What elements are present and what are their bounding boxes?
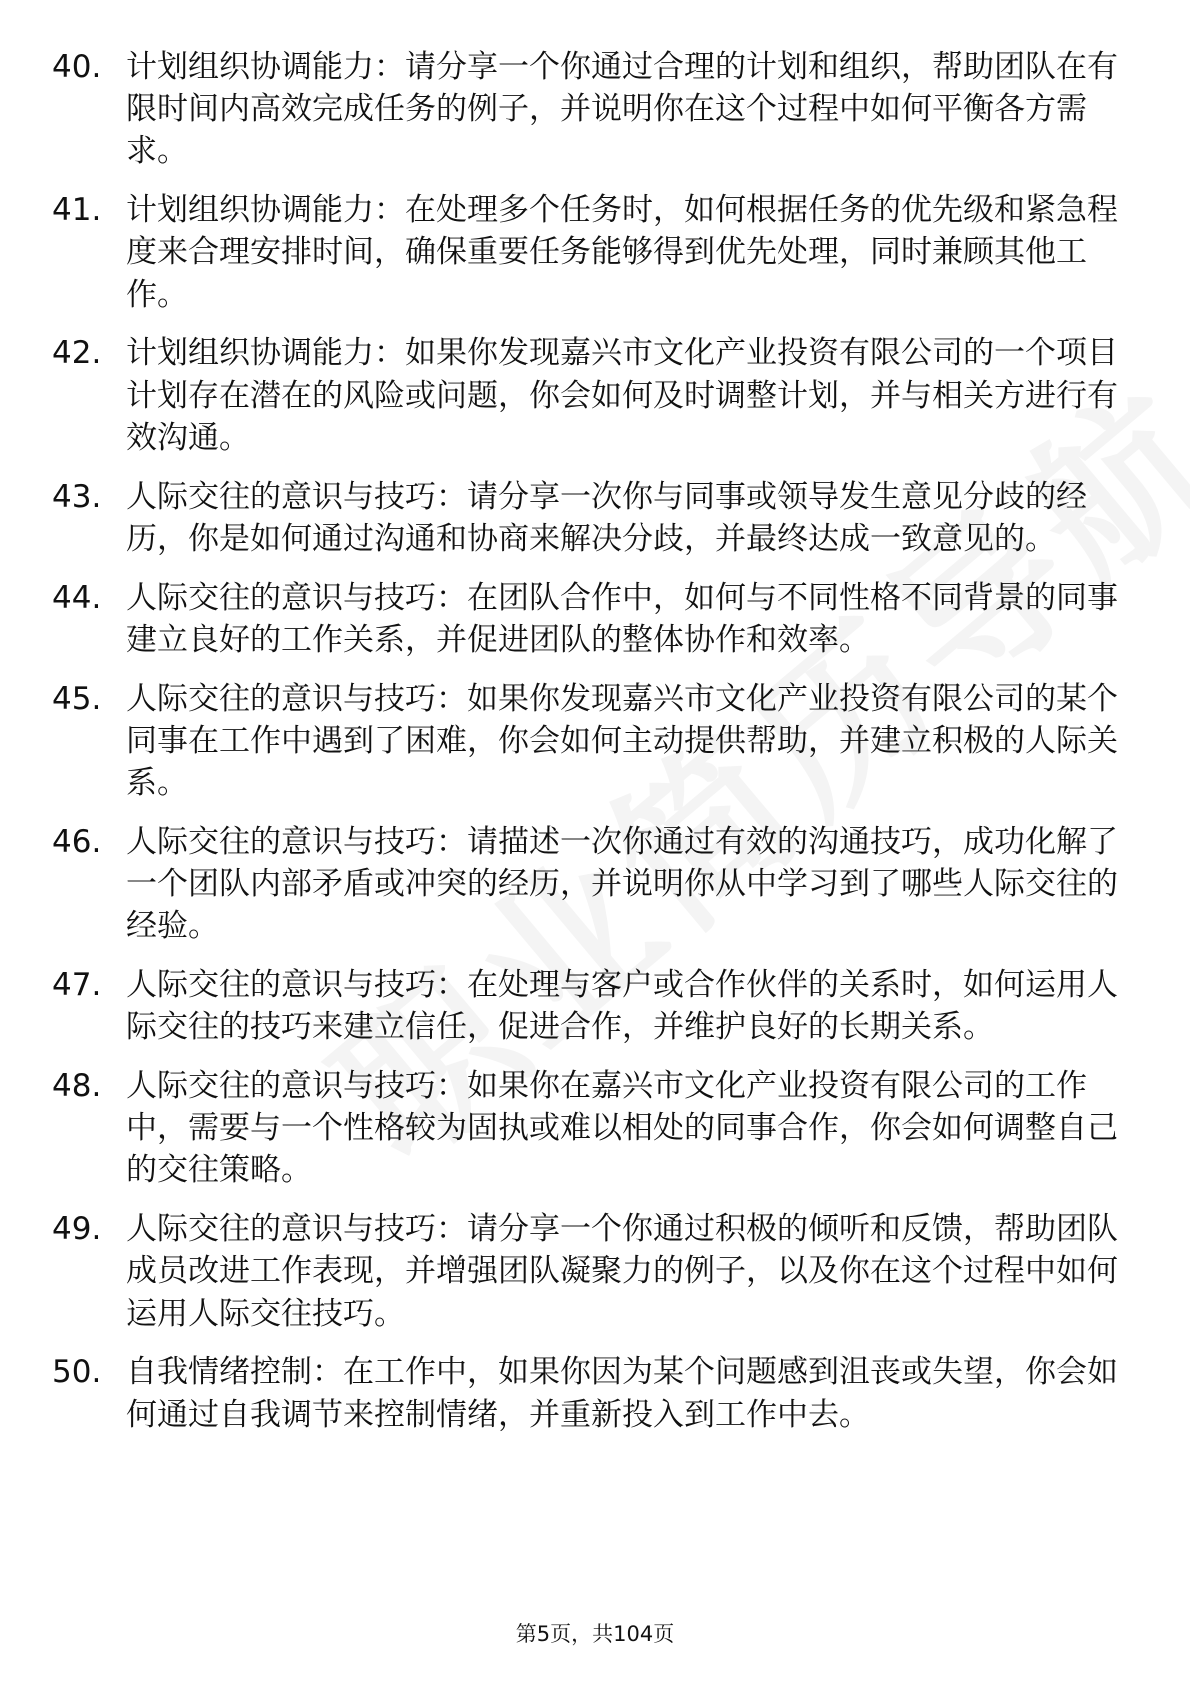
question-text: 人际交往的意识与技巧：请分享一个你通过积极的倾听和反馈，帮助团队成员改进工作表现，并增强团队凝聚力的例子，以及你在这个过程中如何运用人际交往技巧。 xyxy=(126,1211,1118,1332)
question-item-40 xyxy=(52,46,1142,173)
question-number: 40. xyxy=(52,49,102,85)
question-item-45 xyxy=(52,678,1142,805)
question-text: 自我情绪控制：在工作中，如果你因为某个问题感到沮丧或失望，你会如何通过自我调节来控制情绪，并重新投入到工作中去。 xyxy=(126,1354,1118,1433)
question-number: 50. xyxy=(52,1354,102,1391)
question-text: 人际交往的意识与技巧：请描述一次你通过有效的沟通技巧，成功化解了一个团队内部矛盾或冲突的经历，并说明你从中学习到了哪些人际交往的经验。 xyxy=(126,823,1118,945)
question-item-47 xyxy=(52,964,1142,1048)
question-item-44 xyxy=(52,577,1142,661)
question-number: 45. xyxy=(52,680,102,717)
question-text: 计划组织协调能力：在处理多个任务时，如何根据任务的优先级和紧急程度来合理安排时间，确保重要任务能够得到优先处理，同时兼顾其他工作。 xyxy=(126,192,1118,313)
question-number: 46. xyxy=(52,823,102,860)
question-text: 人际交往的意识与技巧：在处理与客户或合作伙伴的关系时，如何运用人际交往的技巧来建立信任，促进合作，并维护良好的长期关系。 xyxy=(126,967,1118,1046)
question-number: 41. xyxy=(52,192,102,229)
question-number: 49. xyxy=(52,1211,102,1248)
page-footer xyxy=(0,1618,1190,1648)
question-text: 人际交往的意识与技巧：如果你发现嘉兴市文化产业投资有限公司的某个同事在工作中遇到了困难，你会如何主动提供帮助，并建立积极的人际关系。 xyxy=(126,680,1118,802)
question-list xyxy=(52,46,1142,1452)
question-item-50 xyxy=(52,1351,1142,1435)
question-number: 44. xyxy=(52,579,102,616)
question-text: 人际交往的意识与技巧：如果你在嘉兴市文化产业投资有限公司的工作中，需要与一个性格较为固执或难以相处的同事合作，你会如何调整自己的交往策略。 xyxy=(126,1068,1118,1189)
question-text: 人际交往的意识与技巧：请分享一次你与同事或领导发生意见分歧的经历，你是如何通过沟通和协商来解决分歧，并最终达成一致意见的。 xyxy=(126,478,1087,557)
question-number: 42. xyxy=(52,335,102,372)
page-number-label: 第5页，共104页 xyxy=(515,1622,675,1646)
question-text: 计划组织协调能力：请分享一个你通过合理的计划和组织，帮助团队在有限时间内高效完成任务的例子，并说明你在这个过程中如何平衡各方需求。 xyxy=(126,49,1118,170)
question-text: 人际交往的意识与技巧：在团队合作中，如何与不同性格不同背景的同事建立良好的工作关系，并促进团队的整体协作和效率。 xyxy=(126,579,1118,658)
question-number: 47. xyxy=(52,967,102,1004)
question-item-42 xyxy=(52,332,1142,459)
question-number: 43. xyxy=(52,478,102,515)
question-item-41 xyxy=(52,189,1142,316)
question-item-49 xyxy=(52,1208,1142,1335)
question-number: 48. xyxy=(52,1068,102,1105)
question-item-46 xyxy=(52,821,1142,948)
question-item-48 xyxy=(52,1065,1142,1192)
question-item-43 xyxy=(52,476,1142,560)
question-text: 计划组织协调能力：如果你发现嘉兴市文化产业投资有限公司的一个项目计划存在潜在的风险或问题，你会如何及时调整计划，并与相关方进行有效沟通。 xyxy=(126,335,1118,456)
